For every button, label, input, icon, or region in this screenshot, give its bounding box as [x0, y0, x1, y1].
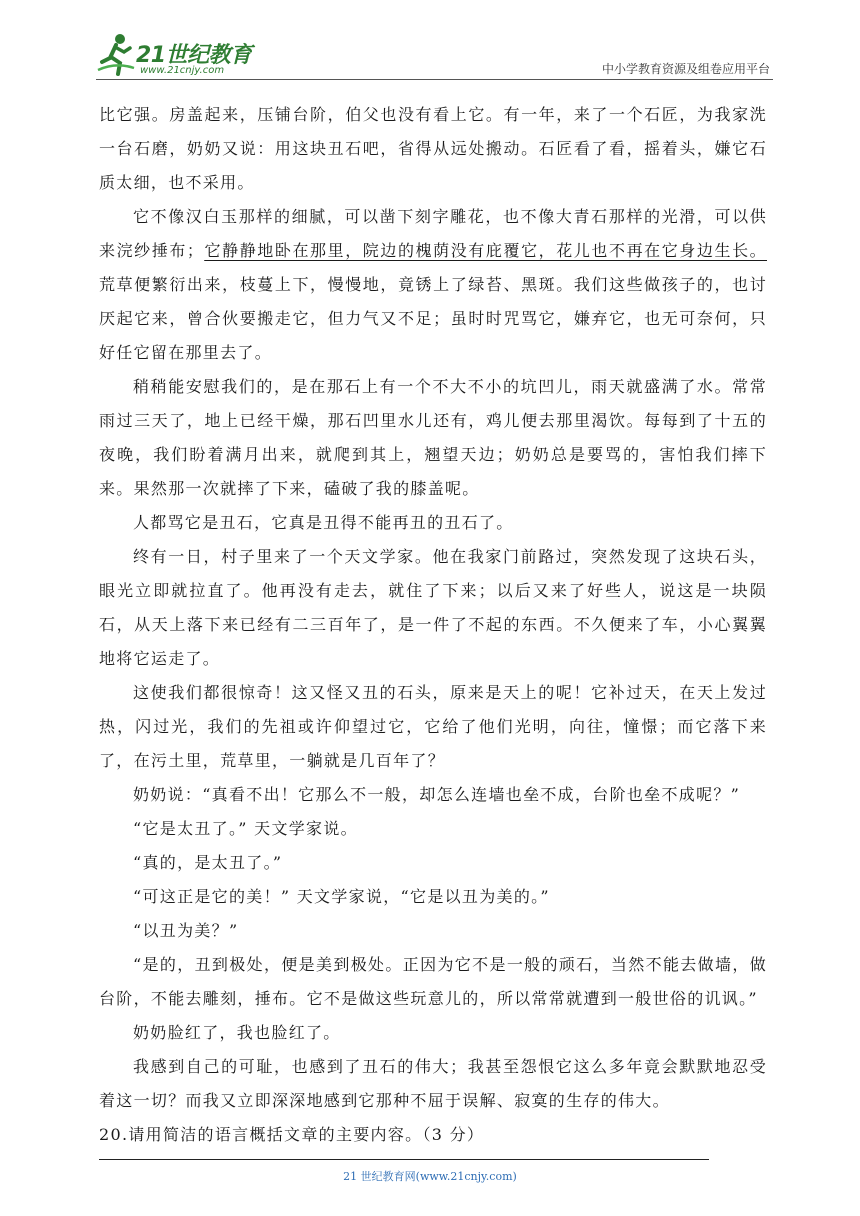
paragraph: 我感到自己的可耻，也感到了丑石的伟大；我甚至怨恨它这么多年竟会默默地忍受着这一切？而我又立即深深地感到它那种不屈于误解、寂寞的生存的伟大。	[99, 1057, 767, 1110]
answer-line	[99, 1159, 709, 1160]
running-figure-icon	[96, 32, 136, 78]
paragraph: 这使我们都很惊奇！这又怪又丑的石头，原来是天上的呢！它补过天，在天上发过热，闪过光，我们的先祖或许仰望过它，它给了他们光明，向往，憧憬；而它落下来了，在污土里，荒草里，一躺就是几百年了？	[99, 683, 767, 770]
paragraph: “可这正是它的美！” 天文学家说，“它是以丑为美的。”	[133, 887, 550, 906]
paragraph: 人都骂它是丑石，它真是丑得不能再丑的丑石了。	[133, 513, 514, 532]
paragraph: “真的，是太丑了。”	[133, 853, 283, 872]
logo-text: 21世纪教育	[136, 43, 252, 68]
underlined-sentence: 它静静地卧在那里，院边的槐荫没有庇覆它，花儿也不再在它身边生长。	[204, 241, 767, 260]
paragraph: “它是太丑了。” 天文学家说。	[133, 819, 358, 838]
paragraph: “以丑为美？”	[133, 921, 239, 940]
header-divider	[96, 79, 773, 80]
page-header	[0, 0, 860, 90]
paragraph-text: 它不像汉白玉那样的细腻，可以凿下刻字雕花，也不像大青石那样的光滑，可以供来浣纱捶布；	[99, 207, 767, 260]
site-logo[interactable]	[96, 32, 266, 80]
platform-title: 中小学教育资源及组卷应用平台	[601, 62, 770, 76]
paragraph: “是的，丑到极处，便是美到极处。正因为它不是一般的顽石，当然不能去做墙，做台阶，不能去雕刻，捶布。它不是做这些玩意儿的，所以常常就遭到一般世俗的讥讽。”	[99, 955, 767, 1008]
paragraph: 稍稍能安慰我们的，是在那石上有一个不大不小的坑凹儿，雨天就盛满了水。常常雨过三天了，地上已经干燥，那石凹里水儿还有，鸡儿便去那里渴饮。每每到了十五的夜晚，我们盼着满月出来，就爬到其上，翘望天边；奶奶总是要骂的，害怕我们摔下来。果然那一次就摔了下来，磕破了我的膝盖呢。	[99, 377, 767, 498]
article-body	[99, 98, 767, 1152]
paragraph: 终有一日，村子里来了一个天文学家。他在我家门前路过，突然发现了这块石头，眼光立即就拉直了。他再没有走去，就住了下来；以后又来了好些人，说这是一块陨石，从天上落下来已经有二三百年了，是一件了不起的东西。不久便来了车，小心翼翼地将它运走了。	[99, 547, 767, 668]
paragraph	[99, 200, 767, 370]
question-20: 20.请用简洁的语言概括文章的主要内容。（3 分）	[99, 1125, 485, 1144]
paragraph: 奶奶脸红了，我也脸红了。	[133, 1023, 341, 1042]
logo-url: www.21cnjy.com	[140, 65, 225, 76]
paragraph-text: 荒草便繁衍出来，枝蔓上下，慢慢地，竟锈上了绿苔、黑斑。我们这些做孩子的，也讨厌起它来，曾合伙要搬走它，但力气又不足；虽时时咒骂它，嫌弃它，也无可奈何，只好任它留在那里去了。	[99, 275, 767, 362]
paragraph: 奶奶说：“真看不出！它那么不一般，却怎么连墙也垒不成，台阶也垒不成呢？”	[133, 785, 741, 804]
paragraph: 比它强。房盖起来，压铺台阶，伯父也没有看上它。有一年，来了一个石匠，为我家洗一台石磨，奶奶又说：用这块丑石吧，省得从远处搬动。石匠看了看，摇着头，嫌它石质太细，也不采用。	[99, 105, 767, 192]
page-footer[interactable]: 21 世纪教育网(www.21cnjy.com)	[343, 1170, 517, 1183]
